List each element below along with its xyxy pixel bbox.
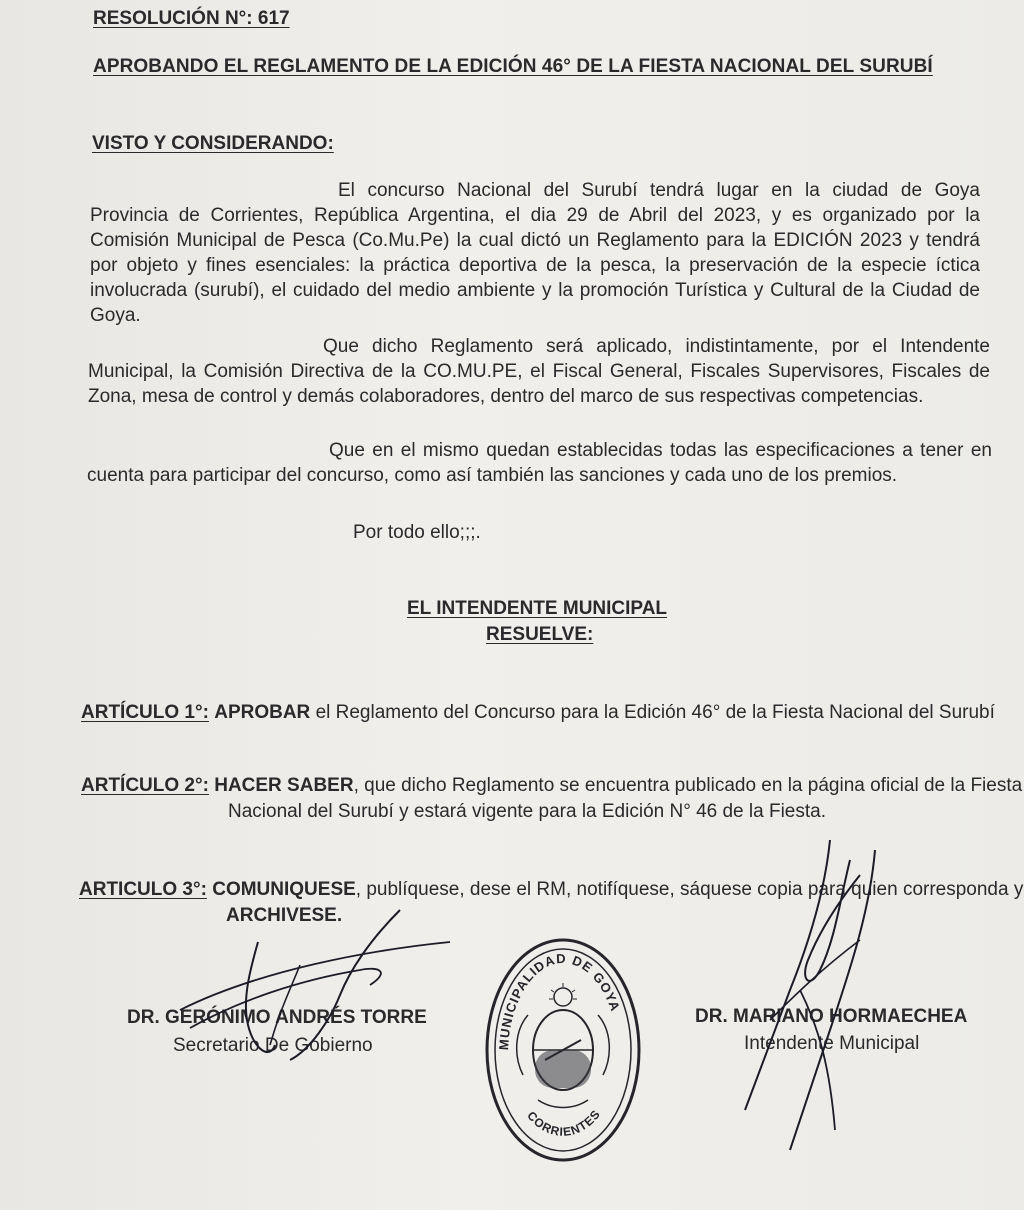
visto-heading: VISTO Y CONSIDERANDO: <box>92 133 334 154</box>
paragraph-considerando-1: El concurso Nacional del Surubí tendrá lugar en la ciudad de Goya Provincia de Corrientes, República Argentina, el dia 29 de Abril del 2023, y es organizado por la Comisión Municipal de Pesca (Co.Mu.Pe) la cual dictó un Reglamento para la EDICIÓN 2023 y tendrá por objeto y fines esenciales: la práctica deportiva de la pesca, la preservación de la especie íctica involucrada (surubí), el cuidado del medio ambiente y la promoción Turística y Cultural de la Ciudad de Goya. <box>90 180 980 326</box>
resuelve-heading: RESUELVE: <box>486 624 594 645</box>
article-2-continuation: Nacional del Surubí y estará vigente para la Edición N° 46 de la Fiesta. <box>228 801 826 822</box>
signatory-right-title: Intendente Municipal <box>744 1033 920 1054</box>
signatory-left-title: Secretario De Gobierno <box>173 1035 373 1056</box>
signatory-left-name: DR. GERÓNIMO ANDRÉS TORRE <box>127 1007 427 1028</box>
intendente-heading: EL INTENDENTE MUNICIPAL <box>407 598 668 619</box>
resolution-number: RESOLUCIÓN N°: 617 <box>93 8 290 29</box>
article-3-continuation: ARCHIVESE. <box>226 905 343 926</box>
article-3-label: ARTICULO 3°: <box>79 879 207 900</box>
signature-right <box>730 830 920 1160</box>
article-3-text: , publíquese, dese el RM, notifíquese, sáquese copia para quien corresponda y <box>355 879 1024 900</box>
article-2 <box>81 773 1022 799</box>
por-todo-ello: Por todo ello;;;. <box>353 522 481 543</box>
seal-text-top: MUNICIPALIDAD DE GOYA <box>495 950 624 1051</box>
signature-left <box>150 900 470 1070</box>
paragraph-considerando-3: Que en el mismo quedan establecidas todas las especificaciones a tener en cuenta para participar del concurso, como así también las sanciones y cada uno de los premios. <box>87 440 992 486</box>
article-3-verb: COMUNIQUESE <box>212 879 356 900</box>
signatory-right-name: DR. MARIANO HORMAECHEA <box>695 1006 968 1027</box>
official-seal <box>483 935 643 1165</box>
article-2-text: , que dicho Reglamento se encuentra publicado en la página oficial de la Fiesta <box>353 775 1023 796</box>
article-1-text: el Reglamento del Concurso para la Edición 46° de la Fiesta Nacional del Surubí <box>315 702 995 723</box>
article-1 <box>81 700 995 726</box>
seal-text-bottom: CORRIENTES <box>524 1106 604 1140</box>
resolution-title: APROBANDO EL REGLAMENTO DE LA EDICIÓN 46° DE LA FIESTA NACIONAL DEL SURUBÍ <box>93 56 933 77</box>
paragraph-considerando-2: Que dicho Reglamento será aplicado, indistintamente, por el Intendente Municipal, la Comisión Directiva de la CO.MU.PE, el Fiscal General, Fiscales Supervisores, Fiscales de Zona, mesa de control y demás colaboradores, dentro del marco de sus respectivas competencias. <box>88 336 990 407</box>
article-1-label: ARTÍCULO 1°: <box>81 702 209 723</box>
article-1-verb: APROBAR <box>214 702 311 723</box>
article-2-label: ARTÍCULO 2°: <box>81 775 209 796</box>
article-2-verb: HACER SABER <box>214 775 354 796</box>
sun-icon <box>554 988 572 1006</box>
